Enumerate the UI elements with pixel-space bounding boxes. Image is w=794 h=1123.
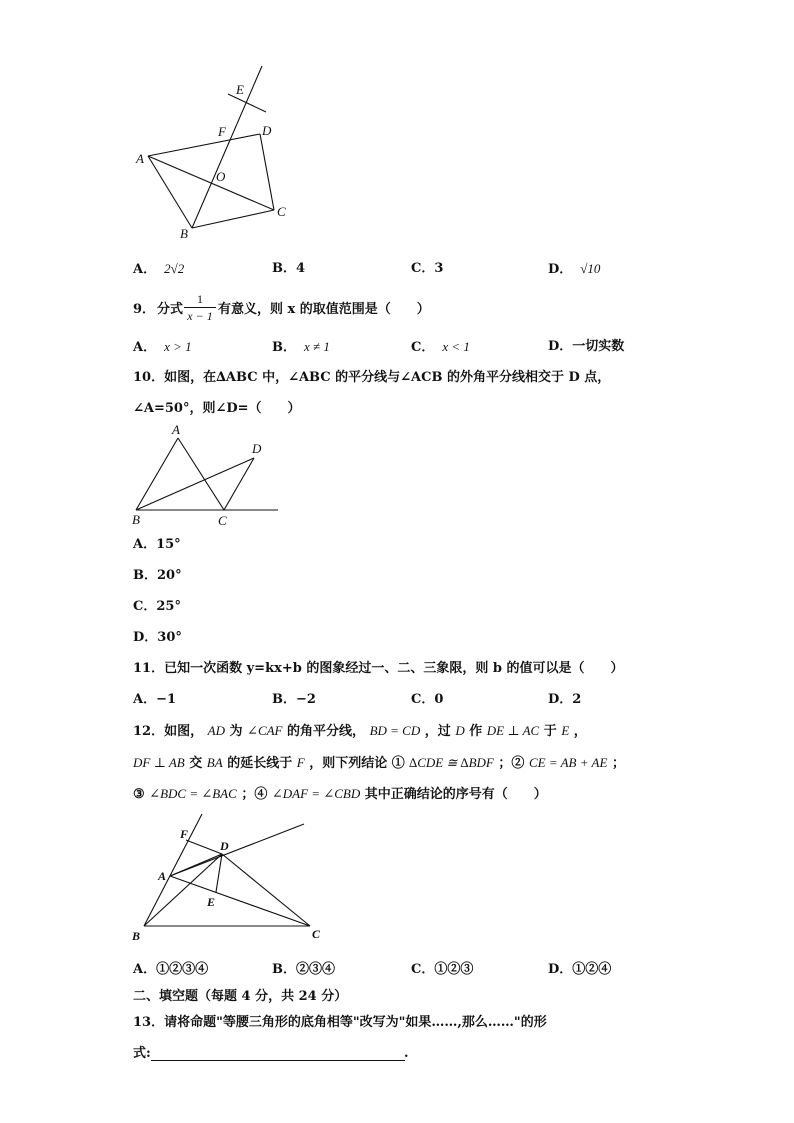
q12-l1-g: ，过 (424, 724, 451, 739)
q11-option-c-label: C． (411, 692, 435, 707)
q12-l1-e: 的角平分线， (287, 724, 366, 739)
q10-option-a-label: A． (133, 537, 157, 552)
q12-l2-h: ；② (498, 756, 525, 771)
q8-side-dc (260, 134, 274, 210)
q12-label-a: A (158, 869, 167, 883)
q10-line-bd (136, 458, 254, 510)
q9-number: 9． (133, 302, 156, 317)
q10-option-a-value: 15° (156, 537, 181, 552)
q12-l2-a: DF ⊥ AB (133, 755, 185, 770)
q10-option-d (133, 630, 182, 646)
q10-option-b-label: B． (133, 568, 157, 583)
q12-line2 (133, 755, 625, 772)
q12-l1-l: E (561, 723, 570, 738)
q8-label-o: O (216, 169, 226, 184)
q8-option-d-label: D． (548, 262, 573, 277)
q10-line1: 10．如图，在∆ABC 中，∠ABC 的平分线与∠ACB 的外角平分线相交于 D 点， (133, 370, 611, 385)
q13-line1: 13．请将命题"等腰三角形的底角相等"改写为"如果……,那么……"的形 (133, 1015, 547, 1030)
q8-option-d (548, 261, 600, 278)
q12-l3-d: ∠DAF = ∠CBD (271, 786, 361, 801)
q9-option-a-label: A． (133, 340, 157, 355)
q8-option-c-label: C． (411, 261, 435, 276)
q9-suffix: 有意义，则 x 的取值范围是（ ） (218, 302, 430, 317)
q12-l3-b: ∠BDC = ∠BAC (149, 786, 237, 801)
q12-line-de (216, 854, 222, 892)
q13-line2-suffix: . (404, 1046, 409, 1061)
q12-l1-d: ∠CAF (247, 723, 283, 738)
q12-option-b-label: B． (272, 962, 296, 977)
q11-text: 11．已知一次函数 y=kx+b 的图象经过一、二、三象限，则 b 的值可以是（ ） (133, 661, 624, 676)
q12-option-d (548, 962, 611, 978)
q12-label-b: B (132, 929, 141, 943)
q12-l1-b: AD (207, 723, 225, 738)
q9-option-d-label: D． (548, 339, 573, 354)
q12-l2-i: CE = AB + AE (528, 755, 608, 770)
q9-option-c (411, 339, 470, 356)
q12-line-df (186, 840, 222, 854)
q12-option-d-value: ①②④ (572, 962, 612, 977)
q12-l2-e: F (296, 755, 305, 770)
q10-line-cd (224, 458, 254, 510)
q12-option-c (411, 962, 473, 978)
q10-side-ba (136, 438, 178, 510)
q8-arc-mark (228, 94, 266, 112)
q9-option-c-value: x < 1 (442, 339, 470, 354)
q12-option-d-label: D． (548, 962, 573, 977)
q10-label-a: A (172, 422, 180, 437)
q12-l2-j: ； (611, 756, 625, 771)
q8-option-c-value: 3 (434, 261, 444, 276)
q8-option-a-label: A． (133, 262, 157, 277)
q12-l1-m: ， (573, 724, 587, 739)
q9-option-b-value: x ≠ 1 (304, 339, 330, 354)
q10-option-c (133, 599, 181, 615)
q9-option-a-value: x > 1 (164, 339, 192, 354)
q12-l1-c: 为 (229, 724, 243, 739)
q10-option-b-value: 20° (157, 568, 182, 583)
q8-option-b (272, 261, 305, 277)
q8-label-f: F (218, 124, 226, 139)
q12-l2-g: ∆CDE ≅ ∆BDF (409, 755, 494, 770)
q12-option-c-label: C． (411, 962, 435, 977)
q9-option-d (548, 339, 624, 355)
q10-option-b (133, 568, 182, 584)
q8-diagonal-ac (148, 156, 274, 210)
q10-label-c: C (218, 513, 227, 528)
q9-numerator: 1 (184, 292, 216, 308)
q10-option-c-value: 25° (156, 599, 181, 614)
q12-label-e: E (207, 895, 216, 909)
q12-option-c-value: ①②③ (434, 962, 474, 977)
q12-l1-j: DE ⊥ AC (486, 723, 540, 738)
q10-label-b: B (132, 512, 140, 527)
q12-option-b-value: ②③④ (296, 962, 336, 977)
q11-option-d-label: D． (548, 692, 573, 707)
q12-label-c: C (312, 927, 321, 941)
q13-line2-prefix: 式: (133, 1046, 151, 1061)
q12-l2-d: 的延长线于 (227, 756, 293, 771)
q12-line-bf (144, 814, 202, 926)
q9-option-c-label: C． (411, 340, 435, 355)
q11-option-a-label: A． (133, 692, 157, 707)
q12-line-ac-extended (170, 824, 304, 876)
q8-label-a: A (136, 151, 144, 166)
q9-option-d-value: 一切实数 (572, 339, 625, 354)
q12-l1-k: 于 (543, 724, 557, 739)
q12-l3-a: ③ (133, 787, 145, 802)
q12-l3-c: ；④ (241, 787, 268, 802)
q8-option-c (411, 261, 443, 277)
q11-option-b-value: −2 (296, 692, 316, 707)
q11-option-d-value: 2 (572, 692, 582, 707)
q12-option-b (272, 962, 335, 978)
q12-line1 (133, 723, 587, 740)
q12-l1-f: BD = CD (369, 723, 421, 738)
q12-label-d: D (220, 839, 229, 853)
q8-figure (128, 60, 298, 245)
q10-option-d-value: 30° (157, 630, 182, 645)
q9-denominator: x − 1 (187, 309, 213, 323)
q10-option-d-label: D． (133, 630, 158, 645)
q10-option-c-label: C． (133, 599, 157, 614)
q12-l1-h: D (455, 723, 465, 738)
q9-fraction (184, 292, 216, 324)
q12-line-ad (170, 854, 222, 876)
q11-option-a (133, 692, 176, 708)
q8-label-d: D (262, 123, 272, 138)
q8-side-cb (192, 210, 274, 228)
q11-option-b (272, 692, 316, 708)
q8-option-b-label: B． (272, 261, 296, 276)
q8-label-b: B (180, 226, 188, 241)
q12-l1-a: 12．如图， (133, 724, 204, 739)
q8-label-e: E (236, 82, 244, 97)
q8-line-ray (192, 66, 262, 228)
q12-option-a-label: A． (133, 962, 157, 977)
q13-answer-blank[interactable] (151, 1060, 405, 1061)
q12-l2-f: ，则下列结论 ① (309, 756, 405, 771)
q9-option-b (272, 339, 330, 356)
q10-figure (128, 420, 288, 532)
q8-option-b-value: 4 (296, 261, 306, 276)
q12-l1-i: 作 (469, 724, 483, 739)
q8-label-c: C (277, 204, 286, 219)
q11-option-a-value: −1 (156, 692, 177, 707)
q8-option-a-value: 2√2 (164, 261, 185, 276)
q8-side-ba (148, 156, 192, 228)
q11-option-b-label: B． (272, 692, 296, 707)
q11-option-d (548, 692, 581, 708)
q10-line2: ∠A=50°，则∠D=（ ） (133, 401, 301, 416)
section-heading-fill-blank: 二、填空题（每题 4 分，共 24 分） (133, 989, 348, 1004)
q10-label-d: D (252, 441, 262, 456)
q9-option-a (133, 339, 192, 356)
q8-option-a (133, 261, 184, 278)
q12-line-ac (170, 876, 310, 926)
q8-side-ad (148, 134, 260, 156)
q9-prefix: 分式 (157, 302, 184, 317)
q12-line3 (133, 786, 547, 803)
q12-l2-b: 交 (189, 756, 203, 771)
q12-option-a-value: ①②③④ (156, 962, 209, 977)
q12-figure (128, 810, 328, 945)
q9-option-b-label: B． (272, 340, 296, 355)
q12-l3-e: 其中正确结论的序号有（ ） (364, 787, 547, 802)
q11-option-c (411, 692, 443, 708)
q12-option-a (133, 962, 208, 978)
q12-l2-c: BA (206, 755, 223, 770)
q10-option-a (133, 537, 181, 553)
q12-label-f: F (180, 827, 189, 841)
q12-line-dc (222, 854, 310, 926)
q11-option-c-value: 0 (434, 692, 444, 707)
q8-option-d-value: √10 (580, 261, 601, 276)
